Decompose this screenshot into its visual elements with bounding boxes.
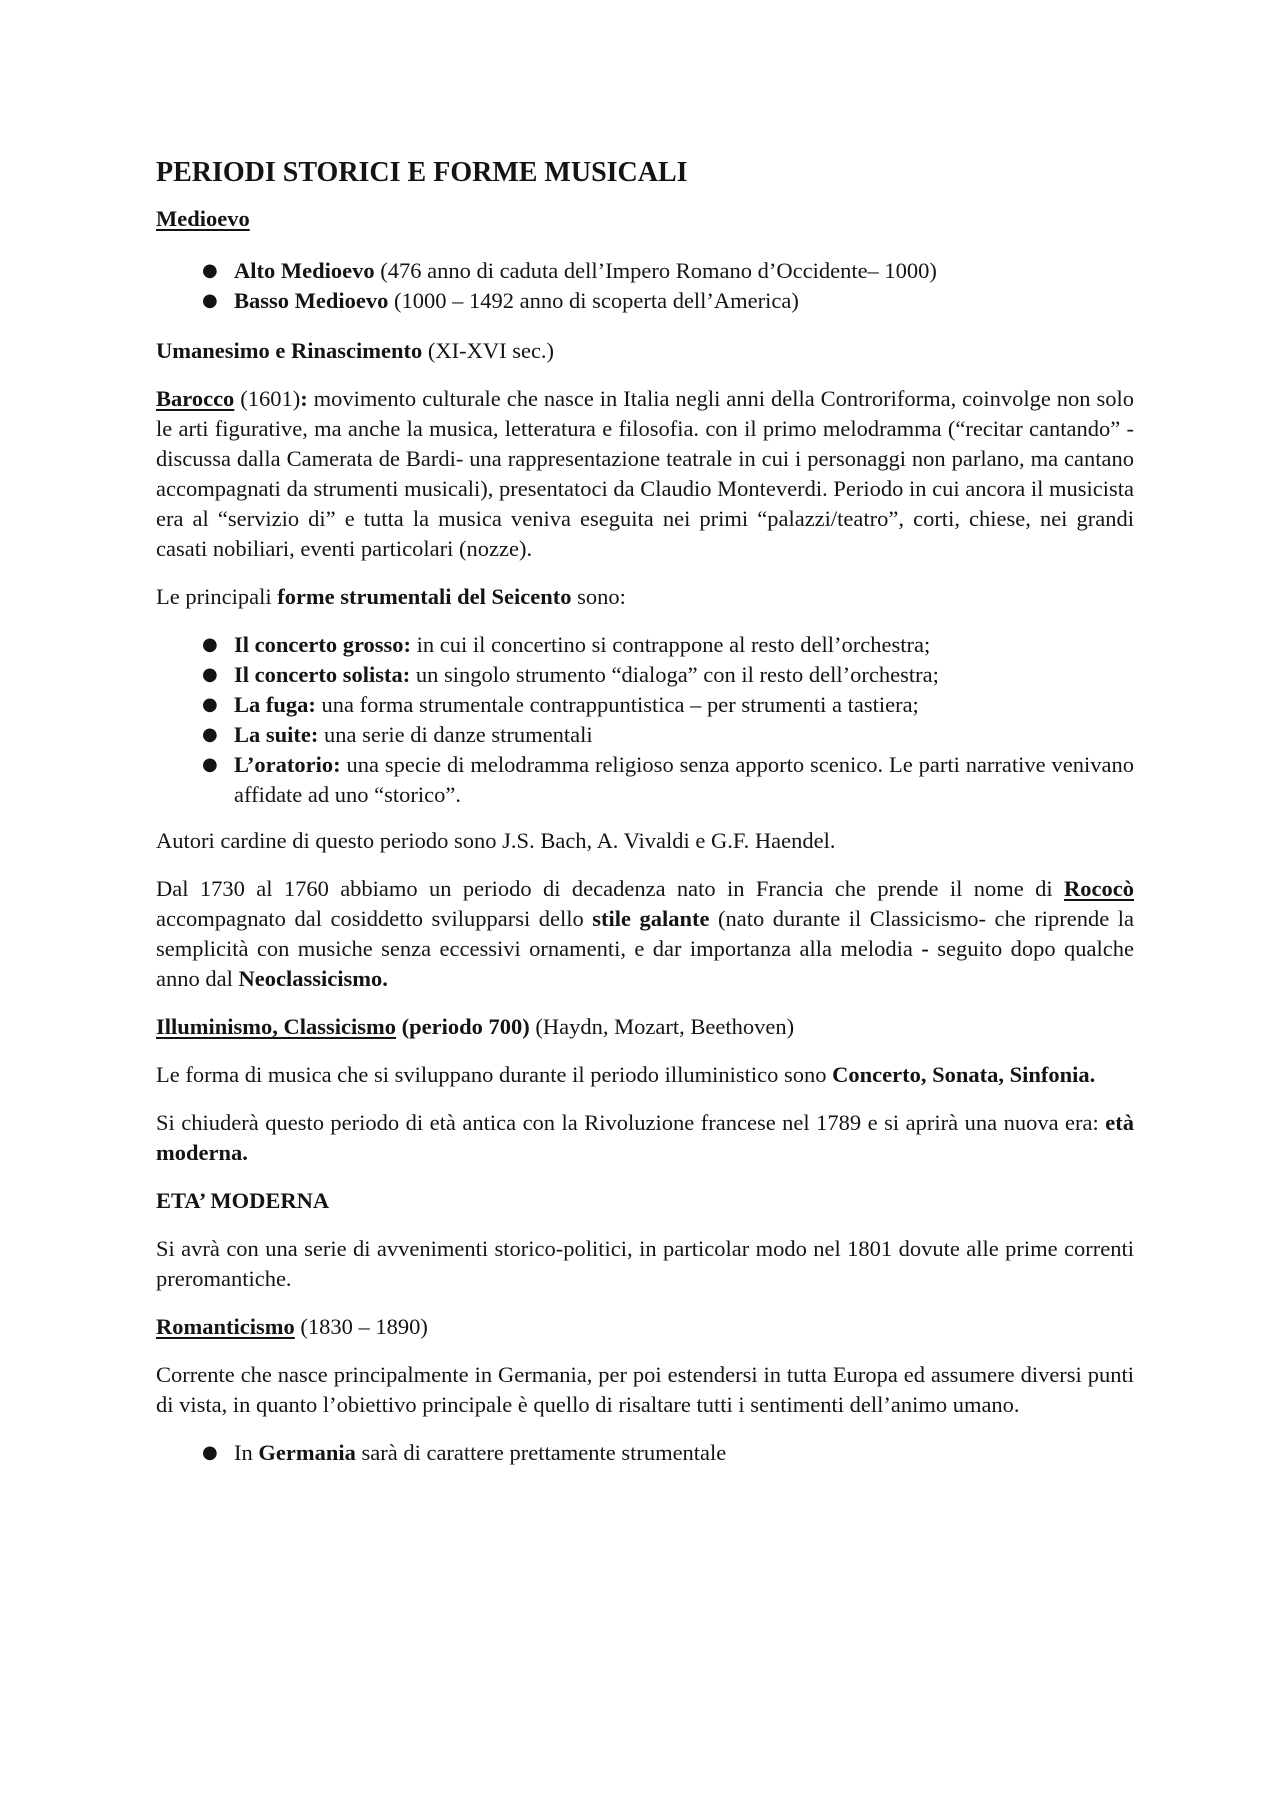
rococo-stile-galante: stile galante	[592, 906, 710, 931]
item-pre: In	[234, 1440, 259, 1465]
rococo-dash: -	[921, 936, 929, 961]
item-bold: Germania	[258, 1440, 356, 1465]
item-bold: L’oratorio:	[234, 752, 341, 777]
rococo-mid: accompagnato dal cosiddetto svilupparsi dello	[156, 906, 593, 931]
chiudera-text: Si chiuderà questo periodo di età antica con la Rivoluzione francese nel 1789 e si aprirà una nuova era:	[156, 1110, 1106, 1135]
bullet-icon: ●	[202, 664, 218, 685]
bullet-icon: ●	[202, 1442, 218, 1463]
item-text: (1000 – 1492 anno di scoperta dell’America)	[388, 288, 799, 313]
forma-musica-text: Le forma di musica che si sviluppano durante il periodo illuministico sono	[156, 1062, 833, 1087]
item-text: sarà di carattere prettamente strumentale	[355, 1440, 727, 1465]
barocco-text: movimento culturale che nasce in Italia negli anni della Controriforma, coinvolge non solo le arti figurative, ma anche la musica, letteratura e filosofia. con il primo melodramma (“recitar cantando” - discussa dalla Camerata de Bardi- una rappresentazione teatrale in cui i personaggi non parlano, ma cantano accompagnati da strumenti musicali), presentatoci da Claudio Monteverdi. Periodo in cui ancora il musicista era al “servizio di” e tutta la musica veniva eseguita nei primi “palazzi/teatro”, corti, chiese, nei grandi casati nobiliari, eventi particolari (nozze).	[156, 386, 1134, 561]
romanticismo-years: (1830 – 1890)	[294, 1314, 428, 1339]
item-text: una forma strumentale contrappuntistica – per strumenti a tastiera;	[315, 692, 919, 717]
forme-list	[156, 630, 1134, 810]
illuminismo-period: (periodo 700)	[396, 1014, 530, 1039]
medioevo-heading	[156, 204, 1134, 234]
item-bold: La fuga:	[234, 692, 316, 717]
romanticismo-list	[156, 1438, 1134, 1468]
umanesimo-heading	[156, 336, 1134, 366]
bullet-icon: ●	[202, 754, 218, 775]
item-bold: Il concerto grosso:	[234, 632, 412, 657]
item-text: in cui il concertino si contrappone al resto dell’orchestra;	[411, 632, 931, 657]
illuminismo-composers: (Haydn, Mozart, Beethoven)	[529, 1014, 795, 1039]
rococo-neoclassicismo: Neoclassicismo.	[238, 966, 388, 991]
forme-intro-pre: Le principali	[156, 584, 278, 609]
rococo-label: Rococò	[1064, 876, 1134, 901]
umanesimo-bold: Umanesimo e Rinascimento	[156, 338, 423, 363]
barocco-label: Barocco	[156, 386, 235, 411]
eta-moderna-heading	[156, 1186, 1134, 1216]
medioevo-heading-text: Medioevo	[156, 206, 250, 231]
bullet-icon: ●	[202, 634, 218, 655]
barocco-paragraph	[156, 384, 1134, 564]
rococo-pre: Dal 1730 al 1760 abbiamo un periodo di decadenza nato in Francia che prende il nome di	[156, 876, 1065, 901]
forme-intro-post: sono:	[571, 584, 626, 609]
item-text: una specie di melodramma religioso senza apporto scenico. Le parti narrative venivano affidate ad uno “storico”.	[234, 752, 1134, 807]
page-title: PERIODI STORICI E FORME MUSICALI	[156, 157, 688, 188]
romanticismo-heading	[156, 1312, 1134, 1342]
list-item	[156, 750, 1134, 810]
forma-musica-bold: Concerto, Sonata, Sinfonia.	[832, 1062, 1096, 1087]
illuminismo-heading	[156, 1012, 1134, 1042]
list-item	[156, 256, 1134, 286]
rococo-paragraph	[156, 874, 1134, 994]
list-item	[156, 630, 1134, 660]
item-bold: Basso Medioevo	[234, 288, 389, 313]
item-text: un singolo strumento “dialoga” con il resto dell’orchestra;	[410, 662, 939, 687]
eta-moderna-heading-text: ETA’ MODERNA	[156, 1188, 330, 1213]
list-item	[156, 660, 1134, 690]
forma-musica-paragraph	[156, 1060, 1134, 1090]
list-item	[156, 286, 1134, 316]
bullet-icon: ●	[202, 260, 218, 281]
forme-intro	[156, 582, 1134, 612]
chiudera-paragraph	[156, 1108, 1134, 1168]
chiudera-bold: età moderna.	[156, 1110, 1134, 1165]
romanticismo-paragraph: Corrente che nasce principalmente in Germania, per poi estendersi in tutta Europa ed assumere diversi punti di vista, in quanto l’obiettivo principale è quello di risaltare tutti i sentimenti dell’animo umano.	[156, 1362, 1134, 1417]
document-page	[156, 150, 1134, 1484]
list-item	[156, 1438, 1134, 1468]
umanesimo-text: (XI-XVI sec.)	[422, 338, 555, 363]
rococo-mid2: (nato durante il Classicismo- che riprende la semplicità con musiche senza eccessivi ornamenti, e dar importanza alla melodia	[156, 906, 1135, 961]
eta-moderna-paragraph: Si avrà con una serie di avvenimenti storico-politici, in particolar modo nel 1801 dovute alle prime correnti preromantiche.	[156, 1236, 1134, 1291]
item-text: una serie di danze strumentali	[318, 722, 593, 747]
forme-intro-bold: forme strumentali del Seicento	[277, 584, 572, 609]
rococo-mid3: seguito dopo qualche anno dal	[156, 936, 1134, 991]
autori-paragraph: Autori cardine di questo periodo sono J.S. Bach, A. Vivaldi e G.F. Haendel.	[156, 828, 836, 853]
list-item	[156, 690, 1134, 720]
barocco-year: (1601)	[234, 386, 301, 411]
list-item	[156, 720, 1134, 750]
illuminismo-label: Illuminismo, Classicismo	[156, 1014, 397, 1039]
item-bold: Alto Medioevo	[234, 258, 375, 283]
barocco-colon: :	[300, 386, 308, 411]
bullet-icon: ●	[202, 724, 218, 745]
bullet-icon: ●	[202, 694, 218, 715]
romanticismo-label: Romanticismo	[156, 1314, 295, 1339]
item-bold: La suite:	[234, 722, 319, 747]
item-text: (476 anno di caduta dell’Impero Romano d’Occidente– 1000)	[374, 258, 937, 283]
item-bold: Il concerto solista:	[234, 662, 411, 687]
bullet-icon: ●	[202, 290, 218, 311]
medioevo-list	[156, 256, 1134, 316]
